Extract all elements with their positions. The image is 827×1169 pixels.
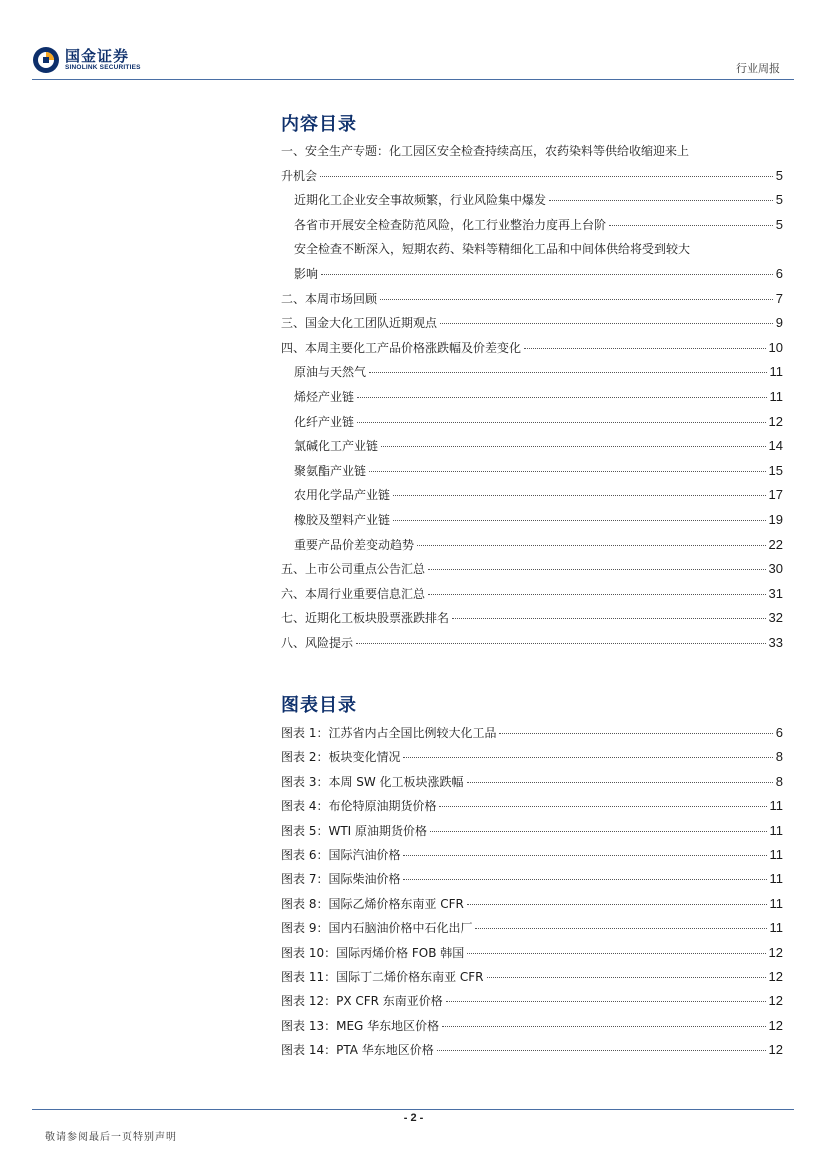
entry-page-number: 11 bbox=[769, 846, 783, 862]
entry-title: 各省市开展安全检查防范风险，化工行业整治力度再上台阶 bbox=[294, 217, 607, 232]
toc-entry[interactable] bbox=[281, 311, 783, 336]
entry-title: 聚氨酯产业链 bbox=[294, 463, 367, 478]
dot-leader bbox=[467, 952, 765, 954]
entry-title: 化纤产业链 bbox=[294, 414, 355, 429]
entry-title: 氯碱化工产业链 bbox=[294, 439, 379, 454]
figure-list bbox=[281, 721, 783, 1062]
entry-title: 橡胶及塑料产业链 bbox=[294, 512, 391, 527]
dot-leader bbox=[428, 593, 766, 595]
dot-leader bbox=[549, 199, 773, 201]
entry-title: 农用化学品产业链 bbox=[294, 488, 391, 503]
figure-entry[interactable] bbox=[281, 721, 783, 745]
dot-leader bbox=[442, 1025, 765, 1027]
dot-leader bbox=[499, 732, 772, 734]
entry-title: 图表 13：MEG 华东地区价格 bbox=[281, 1018, 440, 1033]
dot-leader bbox=[357, 396, 766, 398]
figure-entry[interactable] bbox=[281, 1014, 783, 1038]
dot-leader bbox=[452, 617, 766, 619]
entry-page-number: 31 bbox=[768, 585, 783, 601]
entry-page-number: 11 bbox=[769, 920, 783, 936]
entry-page-number: 33 bbox=[768, 634, 783, 650]
entry-page-number: 5 bbox=[775, 167, 783, 183]
toc-entry[interactable] bbox=[281, 139, 783, 188]
entry-title: 图表 8：国际乙烯价格东南亚 CFR bbox=[281, 896, 464, 911]
dot-leader bbox=[381, 445, 766, 447]
dot-leader bbox=[393, 519, 766, 521]
entry-title: 图表 3：本周 SW 化工板块涨跌幅 bbox=[281, 774, 464, 789]
logo-chinese-name: 国金证券 bbox=[65, 47, 130, 65]
figure-entry[interactable] bbox=[281, 843, 783, 867]
entry-title: 二、本周市场回顾 bbox=[281, 291, 378, 306]
dot-leader bbox=[321, 273, 773, 275]
toc-title: 内容目录 bbox=[281, 114, 357, 135]
entry-title: 近期化工企业安全事故频繁，行业风险集中爆发 bbox=[294, 193, 547, 208]
dot-leader bbox=[369, 470, 766, 472]
entry-page-number: 8 bbox=[775, 749, 783, 765]
entry-title: 图表 14：PTA 华东地区价格 bbox=[281, 1043, 434, 1058]
figure-entry[interactable] bbox=[281, 794, 783, 818]
entry-page-number: 32 bbox=[768, 610, 783, 626]
entry-title: 重要产品价差变动趋势 bbox=[294, 537, 415, 552]
dot-leader bbox=[403, 854, 766, 856]
entry-page-number: 12 bbox=[768, 944, 783, 960]
dot-leader bbox=[467, 903, 767, 905]
entry-page-number: 10 bbox=[768, 339, 783, 355]
toc-entry[interactable] bbox=[281, 533, 783, 558]
entry-page-number: 5 bbox=[775, 216, 783, 232]
entry-page-number: 9 bbox=[775, 315, 783, 331]
figure-entry[interactable] bbox=[281, 916, 783, 940]
toc-entry[interactable] bbox=[281, 582, 783, 607]
document-type: 行业周报 bbox=[736, 62, 780, 75]
entry-title: 图表 12：PX CFR 东南亚价格 bbox=[281, 994, 443, 1009]
entry-title: 图表 6：国际汽油价格 bbox=[281, 847, 401, 862]
dot-leader bbox=[467, 781, 773, 783]
entry-title: 影响 bbox=[294, 266, 319, 281]
entry-title: 三、国金大化工团队近期观点 bbox=[281, 316, 438, 331]
entry-page-number: 5 bbox=[775, 192, 783, 208]
entry-page-number: 7 bbox=[775, 290, 783, 306]
dot-leader bbox=[320, 175, 773, 177]
dot-leader bbox=[446, 1000, 766, 1002]
dot-leader bbox=[403, 878, 766, 880]
toc-entry[interactable] bbox=[281, 237, 783, 286]
page-header bbox=[0, 0, 827, 80]
entry-page-number: 12 bbox=[768, 413, 783, 429]
dot-leader bbox=[475, 927, 766, 929]
entry-title: 图表 4：布伦特原油期货价格 bbox=[281, 799, 437, 814]
entry-title: 六、本周行业重要信息汇总 bbox=[281, 586, 426, 601]
entry-title: 升机会 bbox=[281, 168, 318, 183]
entry-page-number: 15 bbox=[768, 462, 783, 478]
figure-entry[interactable] bbox=[281, 989, 783, 1013]
dot-leader bbox=[440, 322, 773, 324]
dot-leader bbox=[369, 371, 766, 373]
dot-leader bbox=[356, 642, 766, 644]
dot-leader bbox=[428, 568, 766, 570]
entry-title: 图表 9：国内石脑油价格中石化出厂 bbox=[281, 921, 473, 936]
entry-page-number: 11 bbox=[769, 871, 783, 887]
figure-entry[interactable] bbox=[281, 770, 783, 794]
table-of-contents bbox=[281, 139, 783, 655]
entry-page-number: 12 bbox=[768, 1042, 783, 1058]
dot-leader bbox=[393, 494, 766, 496]
entry-title: 四、本周主要化工产品价格涨跌幅及价差变化 bbox=[281, 340, 522, 355]
entry-title: 原油与天然气 bbox=[294, 365, 367, 380]
entry-page-number: 11 bbox=[769, 388, 783, 404]
toc-entry[interactable] bbox=[281, 360, 783, 385]
figure-entry[interactable] bbox=[281, 941, 783, 965]
figure-entry[interactable] bbox=[281, 892, 783, 916]
toc-entry[interactable] bbox=[281, 508, 783, 533]
dot-leader bbox=[380, 298, 773, 300]
entry-page-number: 30 bbox=[768, 561, 783, 577]
toc-entry[interactable] bbox=[281, 410, 783, 435]
entry-title-first-line: 一、安全生产专题：化工园区安全检查持续高压，农药染料等供给收缩迎来上 bbox=[281, 144, 690, 158]
toc-entry[interactable] bbox=[281, 385, 783, 410]
toc-entry[interactable] bbox=[281, 336, 783, 361]
dot-leader bbox=[403, 756, 772, 758]
entry-title: 八、风险提示 bbox=[281, 635, 354, 650]
figure-list-title: 图表目录 bbox=[281, 695, 357, 716]
entry-title-first-line: 安全检查不断深入，短期农药、染料等精细化工品和中间体供给将受到较大 bbox=[294, 242, 691, 257]
toc-entry[interactable] bbox=[281, 287, 783, 312]
toc-entry[interactable] bbox=[281, 459, 783, 484]
entry-title: 图表 1：江苏省内占全国比例较大化工品 bbox=[281, 726, 497, 740]
toc-entry[interactable] bbox=[281, 213, 783, 238]
entry-page-number: 6 bbox=[775, 265, 783, 281]
footer-disclaimer: 敬请参阅最后一页特别声明 bbox=[45, 1132, 177, 1143]
toc-entry[interactable] bbox=[281, 483, 783, 508]
entry-page-number: 19 bbox=[768, 511, 783, 527]
entry-page-number: 12 bbox=[768, 993, 783, 1009]
figure-entry[interactable] bbox=[281, 867, 783, 891]
entry-page-number: 11 bbox=[769, 895, 783, 911]
toc-entry[interactable] bbox=[281, 631, 783, 656]
logo-mark-icon bbox=[32, 46, 60, 74]
dot-leader bbox=[439, 805, 766, 807]
entry-title: 图表 11：国际丁二烯价格东南亚 CFR bbox=[281, 969, 484, 984]
toc-entry[interactable] bbox=[281, 188, 783, 213]
company-logo bbox=[32, 44, 162, 78]
entry-title: 烯烃产业链 bbox=[294, 389, 355, 404]
entry-page-number: 22 bbox=[768, 536, 783, 552]
figure-entry[interactable] bbox=[281, 965, 783, 989]
dot-leader bbox=[524, 347, 766, 349]
page-number: - 2 - bbox=[403, 1112, 424, 1124]
footer-divider bbox=[32, 1109, 794, 1110]
entry-page-number: 11 bbox=[769, 822, 783, 838]
entry-title: 图表 10：国际丙烯价格 FOB 韩国 bbox=[281, 945, 465, 960]
dot-leader bbox=[430, 830, 767, 832]
toc-entry[interactable] bbox=[281, 434, 783, 459]
toc-entry[interactable] bbox=[281, 557, 783, 582]
figure-entry[interactable] bbox=[281, 745, 783, 769]
dot-leader bbox=[609, 224, 773, 226]
dot-leader bbox=[437, 1049, 766, 1051]
logo-english-name: SINOLINK SECURITIES bbox=[65, 64, 141, 71]
entry-page-number: 8 bbox=[775, 773, 783, 789]
entry-page-number: 11 bbox=[769, 798, 783, 814]
entry-title: 图表 5：WTI 原油期货价格 bbox=[281, 823, 427, 838]
toc-entry[interactable] bbox=[281, 606, 783, 631]
entry-page-number: 12 bbox=[768, 968, 783, 984]
dot-leader bbox=[487, 976, 766, 978]
entry-title: 图表 2：板块变化情况 bbox=[281, 750, 401, 765]
entry-page-number: 17 bbox=[768, 487, 783, 503]
entry-page-number: 6 bbox=[775, 725, 783, 740]
entry-title: 五、上市公司重点公告汇总 bbox=[281, 562, 426, 577]
entry-page-number: 11 bbox=[769, 364, 783, 380]
figure-entry[interactable] bbox=[281, 819, 783, 843]
dot-leader bbox=[357, 421, 766, 423]
entry-page-number: 12 bbox=[768, 1017, 783, 1033]
figure-entry[interactable] bbox=[281, 1038, 783, 1062]
header-divider bbox=[32, 79, 794, 80]
dot-leader bbox=[417, 544, 766, 546]
entry-page-number: 14 bbox=[768, 438, 783, 454]
entry-title: 图表 7：国际柴油价格 bbox=[281, 872, 401, 887]
entry-title: 七、近期化工板块股票涨跌排名 bbox=[281, 611, 450, 626]
